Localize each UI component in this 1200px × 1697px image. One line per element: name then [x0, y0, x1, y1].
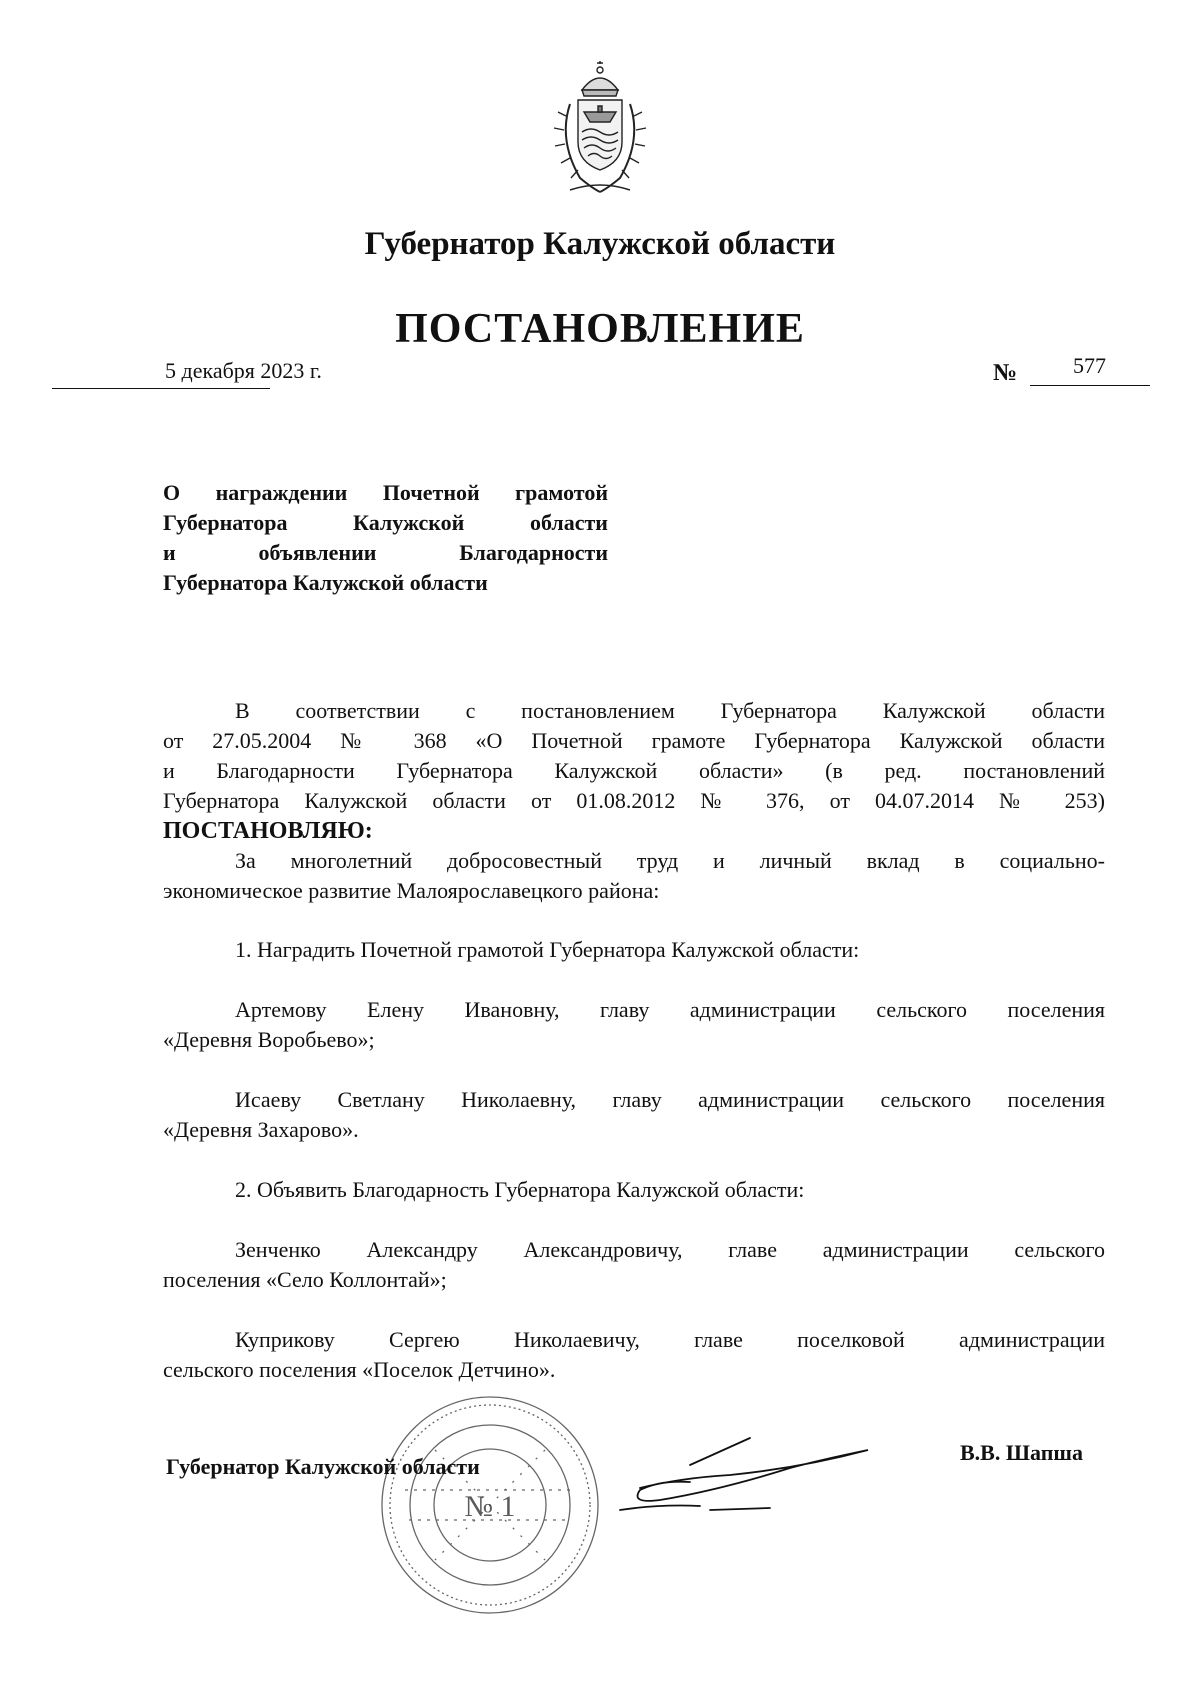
official-seal-icon	[375, 1390, 605, 1620]
seal-number: № 1	[464, 1490, 516, 1523]
basis-paragraph	[163, 696, 1105, 816]
gratitude-recipient	[163, 1325, 1105, 1385]
basis-line: В соответствии с постановлением Губернатора Калужской области	[235, 698, 1105, 723]
issuing-authority: Губернатор Калужской области	[364, 226, 836, 262]
recipient-line: сельского поселения «Поселок Детчино».	[163, 1357, 556, 1382]
subject-line: Губернатора Калужской области	[163, 570, 488, 595]
basis-line: от 27.05.2004 № 368 «О Почетной грамоте Губернатора Калужской области	[163, 728, 1105, 753]
recipient-line: поселения «Село Коллонтай»;	[163, 1267, 447, 1292]
award-recipient	[163, 1085, 1105, 1145]
signatory-title: Губернатор Калужской области	[166, 1454, 480, 1479]
item2-heading: 2. Объявить Благодарность Губернатора Калужской области:	[235, 1177, 805, 1202]
number-label: №	[993, 360, 1018, 386]
recipient-line: «Деревня Воробьево»;	[163, 1027, 375, 1052]
handwritten-signature-icon	[600, 1420, 940, 1530]
reason-line: экономическое развитие Малоярославецкого района:	[163, 878, 660, 903]
subject-line: и объявлении Благодарности	[163, 540, 608, 565]
decree-word: ПОСТАНОВЛЯЮ:	[163, 818, 373, 844]
number-underline	[1030, 385, 1150, 386]
recipient-line: Артемову Елену Ивановну, главу администрации сельского поселения	[235, 997, 1105, 1022]
award-recipient	[163, 995, 1105, 1055]
signatory-name: В.В. Шапша	[960, 1440, 1083, 1465]
recipient-line: «Деревня Захарово».	[163, 1117, 359, 1142]
recipient-line: Зенченко Александру Александровичу, главе администрации сельского	[235, 1237, 1105, 1262]
basis-line: Губернатора Калужской области от 01.08.2012 № 376, от 04.07.2014 № 253)	[163, 788, 1105, 813]
gratitude-recipient	[163, 1235, 1105, 1295]
subject-line: Губернатора Калужской области	[163, 510, 608, 535]
recipient-line: Куприкову Сергею Николаевичу, главе поселковой администрации	[235, 1327, 1105, 1352]
document-type-title: ПОСТАНОВЛЕНИЕ	[395, 306, 805, 352]
document-subject	[163, 478, 608, 598]
date-underline	[52, 388, 270, 389]
basis-line: и Благодарности Губернатора Калужской области» (в ред. постановлений	[163, 758, 1105, 783]
subject-line: О награждении Почетной грамотой	[163, 480, 608, 505]
reason-line: За многолетний добросовестный труд и личный вклад в социально-	[235, 848, 1105, 873]
document-number: 577	[1073, 353, 1106, 378]
reason-paragraph	[163, 846, 1105, 906]
recipient-line: Исаеву Светлану Николаевну, главу администрации сельского поселения	[235, 1087, 1105, 1112]
coat-of-arms-icon	[540, 60, 660, 200]
item1-heading: 1. Наградить Почетной грамотой Губернатора Калужской области:	[235, 937, 860, 962]
document-date: 5 декабря 2023 г.	[165, 358, 322, 383]
